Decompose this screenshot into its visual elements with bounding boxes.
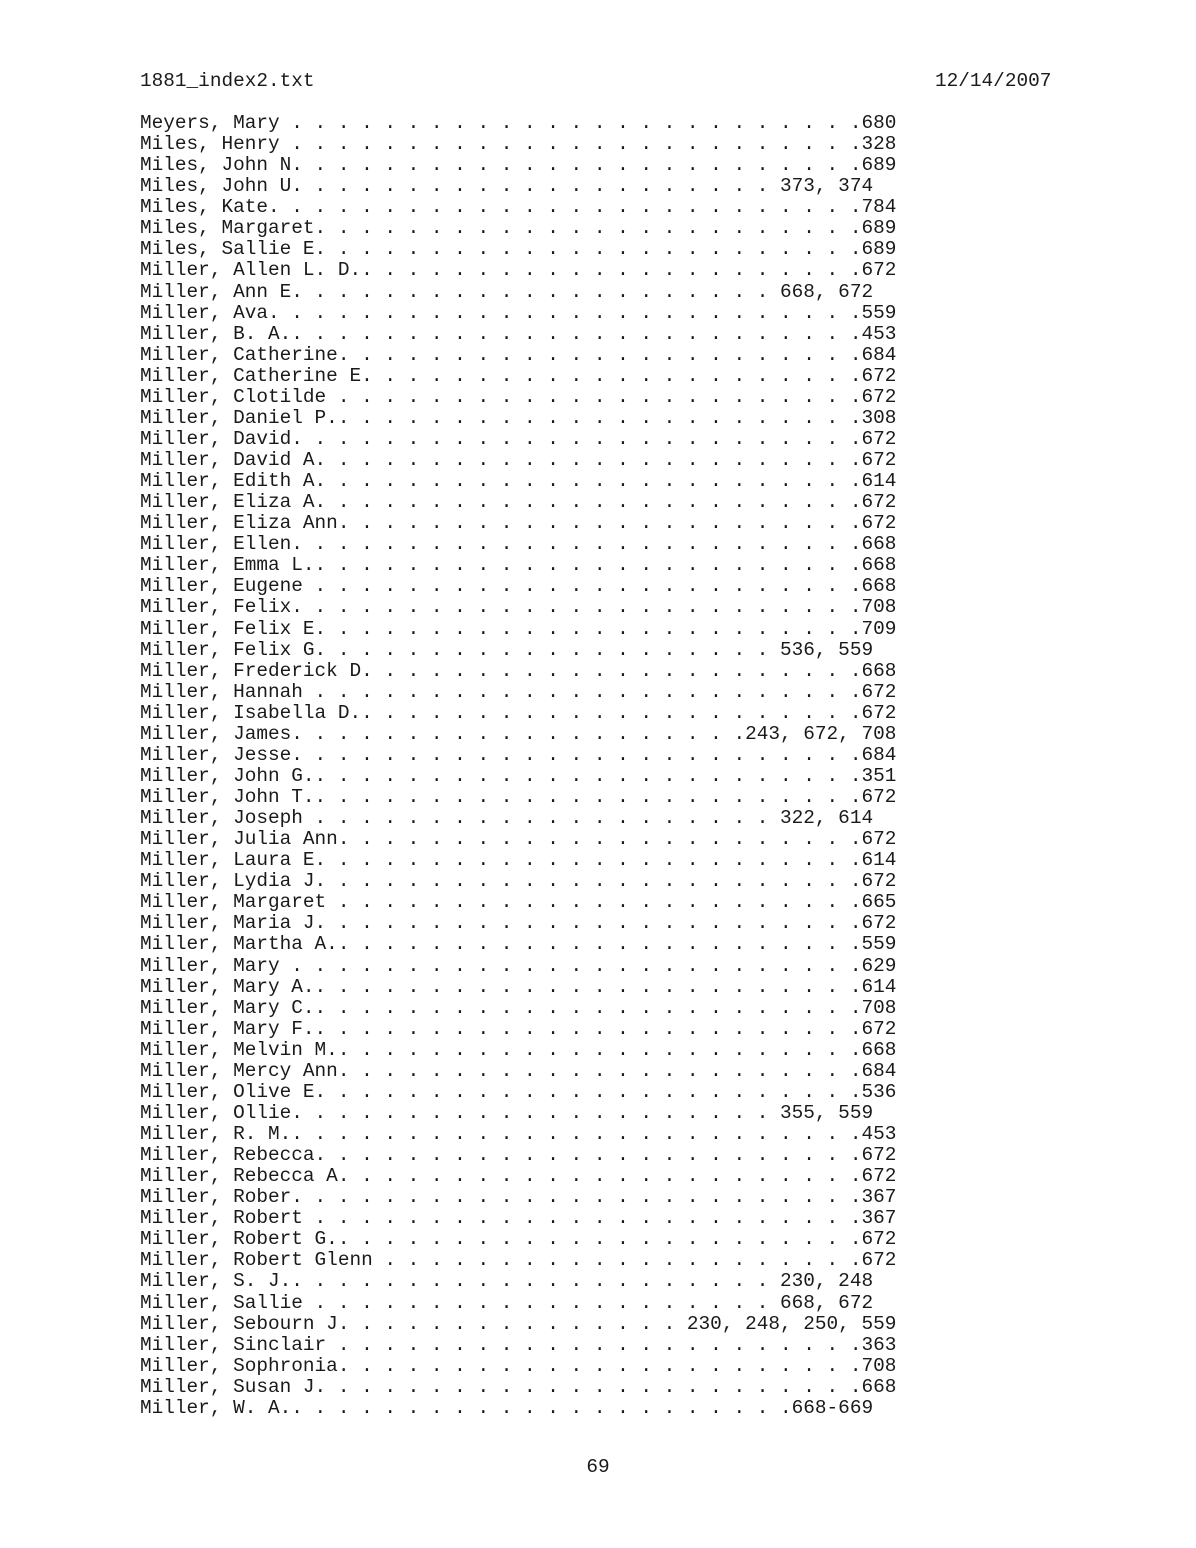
index-entry: Miller, Martha A.. . . . . . . . . . . . . . . . . . . . . . .559 [140, 933, 897, 956]
index-entry: Miles, John U. . . . . . . . . . . . . . . . . . . . . 373, 374 [140, 175, 874, 198]
index-entry: Miller, Edith A. . . . . . . . . . . . . . . . . . . . . . . .614 [140, 470, 897, 493]
document-date: 12/14/2007 [935, 70, 1052, 92]
index-entry: Miller, Felix E. . . . . . . . . . . . . . . . . . . . . . . .709 [140, 617, 897, 640]
index-entry: Miller, Rebecca A. . . . . . . . . . . . . . . . . . . . . . .672 [140, 1165, 897, 1188]
index-entry: Miller, S. J.. . . . . . . . . . . . . . . . . . . . . 230, 248 [140, 1270, 874, 1293]
index-entry: Miller, Frederick D. . . . . . . . . . . . . . . . . . . . . .668 [140, 659, 897, 682]
index-entry: Miller, Rober. . . . . . . . . . . . . . . . . . . . . . . . .367 [140, 1186, 897, 1209]
index-entry: Miller, Eliza Ann. . . . . . . . . . . . . . . . . . . . . . .672 [140, 512, 897, 535]
index-entry: Miller, Emma L.. . . . . . . . . . . . . . . . . . . . . . . .668 [140, 554, 897, 577]
index-entry: Miller, Melvin M.. . . . . . . . . . . . . . . . . . . . . . .668 [140, 1038, 897, 1061]
index-entry: Miller, Sinclair . . . . . . . . . . . . . . . . . . . . . . .363 [140, 1333, 897, 1356]
index-entry: Miller, Ellen. . . . . . . . . . . . . . . . . . . . . . . . .668 [140, 533, 897, 556]
index-entry: Miller, Eliza A. . . . . . . . . . . . . . . . . . . . . . . .672 [140, 491, 897, 514]
index-entry: Miller, Catherine E. . . . . . . . . . . . . . . . . . . . . .672 [140, 364, 897, 387]
page-number: 69 [586, 1456, 610, 1478]
index-entry: Miles, Kate. . . . . . . . . . . . . . . . . . . . . . . . . .784 [140, 196, 897, 219]
index-entry: Miller, Robert Glenn . . . . . . . . . . . . . . . . . . . . .672 [140, 1249, 897, 1272]
index-entry: Miller, Jesse. . . . . . . . . . . . . . . . . . . . . . . . .684 [140, 743, 897, 766]
document-filename: 1881_index2.txt [140, 70, 315, 92]
index-entry: Miller, Ann E. . . . . . . . . . . . . . . . . . . . . 668, 672 [140, 280, 874, 303]
index-entry: Miller, R. M.. . . . . . . . . . . . . . . . . . . . . . . . .453 [140, 1123, 897, 1145]
index-entry: Miller, Mary A.. . . . . . . . . . . . . . . . . . . . . . . .614 [140, 975, 897, 998]
index-entry: Miles, Sallie E. . . . . . . . . . . . . . . . . . . . . . . .689 [140, 238, 897, 261]
index-entry: Miller, Mary . . . . . . . . . . . . . . . . . . . . . . . . .629 [140, 954, 897, 977]
index-entry: Miller, John T.. . . . . . . . . . . . . . . . . . . . . . . .672 [140, 786, 897, 808]
index-entry: Miller, Allen L. D.. . . . . . . . . . . . . . . . . . . . . .672 [140, 259, 897, 282]
index-entry: Miles, Margaret. . . . . . . . . . . . . . . . . . . . . . . .689 [140, 217, 897, 240]
index-entry: Miller, Lydia J. . . . . . . . . . . . . . . . . . . . . . . .672 [140, 870, 897, 893]
index-entry: Miller, Robert G.. . . . . . . . . . . . . . . . . . . . . . .672 [140, 1228, 897, 1251]
index-entry: Miles, John N. . . . . . . . . . . . . . . . . . . . . . . . .689 [140, 154, 897, 177]
index-entry: Miller, Robert . . . . . . . . . . . . . . . . . . . . . . . .367 [140, 1207, 897, 1230]
index-entry: Miller, Sallie . . . . . . . . . . . . . . . . . . . . 668, 672 [140, 1291, 874, 1314]
index-entry: Miller, Margaret . . . . . . . . . . . . . . . . . . . . . . .665 [140, 891, 897, 914]
index-entry: Miller, Isabella D.. . . . . . . . . . . . . . . . . . . . . .672 [140, 701, 897, 724]
index-entry: Miller, W. A.. . . . . . . . . . . . . . . . . . . . . .668-669 [140, 1396, 874, 1419]
index-entry: Miller, Ava. . . . . . . . . . . . . . . . . . . . . . . . . .559 [140, 301, 897, 324]
index-entry: Miller, David. . . . . . . . . . . . . . . . . . . . . . . . .672 [140, 427, 897, 450]
index-entry: Miller, Olive E. . . . . . . . . . . . . . . . . . . . . . . .536 [140, 1080, 897, 1103]
index-entry: Miller, Julia Ann. . . . . . . . . . . . . . . . . . . . . . .672 [140, 828, 897, 851]
index-entry: Miller, Rebecca. . . . . . . . . . . . . . . . . . . . . . . .672 [140, 1144, 897, 1167]
index-entry: Miller, Mercy Ann. . . . . . . . . . . . . . . . . . . . . . .684 [140, 1059, 897, 1082]
index-entry: Miller, Clotilde . . . . . . . . . . . . . . . . . . . . . . .672 [140, 385, 897, 408]
index-entry: Miller, Mary F.. . . . . . . . . . . . . . . . . . . . . . . .672 [140, 1017, 897, 1040]
index-entry: Miles, Henry . . . . . . . . . . . . . . . . . . . . . . . . .328 [140, 133, 897, 156]
index-entry: Miller, Daniel P.. . . . . . . . . . . . . . . . . . . . . . .308 [140, 406, 897, 429]
index-list [140, 113, 896, 1419]
index-entry: Miller, Catherine. . . . . . . . . . . . . . . . . . . . . . .684 [140, 343, 897, 366]
index-entry: Miller, Sophronia. . . . . . . . . . . . . . . . . . . . . . .708 [140, 1354, 897, 1377]
index-entry: Miller, Felix G. . . . . . . . . . . . . . . . . . . . 536, 559 [140, 638, 874, 661]
index-entry: Meyers, Mary . . . . . . . . . . . . . . . . . . . . . . . . .680 [140, 112, 897, 134]
index-entry: Miller, Maria J. . . . . . . . . . . . . . . . . . . . . . . .672 [140, 912, 897, 935]
index-entry: Miller, Mary C.. . . . . . . . . . . . . . . . . . . . . . . .708 [140, 996, 897, 1019]
index-entry: Miller, Hannah . . . . . . . . . . . . . . . . . . . . . . . .672 [140, 680, 897, 703]
index-entry: Miller, John G.. . . . . . . . . . . . . . . . . . . . . . . .351 [140, 764, 897, 787]
index-entry: Miller, Susan J. . . . . . . . . . . . . . . . . . . . . . . .668 [140, 1375, 897, 1398]
index-entry: Miller, David A. . . . . . . . . . . . . . . . . . . . . . . .672 [140, 449, 897, 471]
index-entry: Miller, B. A.. . . . . . . . . . . . . . . . . . . . . . . . .453 [140, 322, 897, 345]
index-entry: Miller, Ollie. . . . . . . . . . . . . . . . . . . . . 355, 559 [140, 1101, 874, 1124]
index-entry: Miller, Sebourn J. . . . . . . . . . . . . . . 230, 248, 250, 559 [140, 1312, 897, 1335]
index-entry: Miller, Joseph . . . . . . . . . . . . . . . . . . . . 322, 614 [140, 807, 874, 830]
index-entry: Miller, Laura E. . . . . . . . . . . . . . . . . . . . . . . .614 [140, 849, 897, 872]
index-entry: Miller, Felix. . . . . . . . . . . . . . . . . . . . . . . . .708 [140, 596, 897, 619]
index-entry: Miller, Eugene . . . . . . . . . . . . . . . . . . . . . . . .668 [140, 575, 897, 598]
index-entry: Miller, James. . . . . . . . . . . . . . . . . . . .243, 672, 708 [140, 722, 897, 745]
